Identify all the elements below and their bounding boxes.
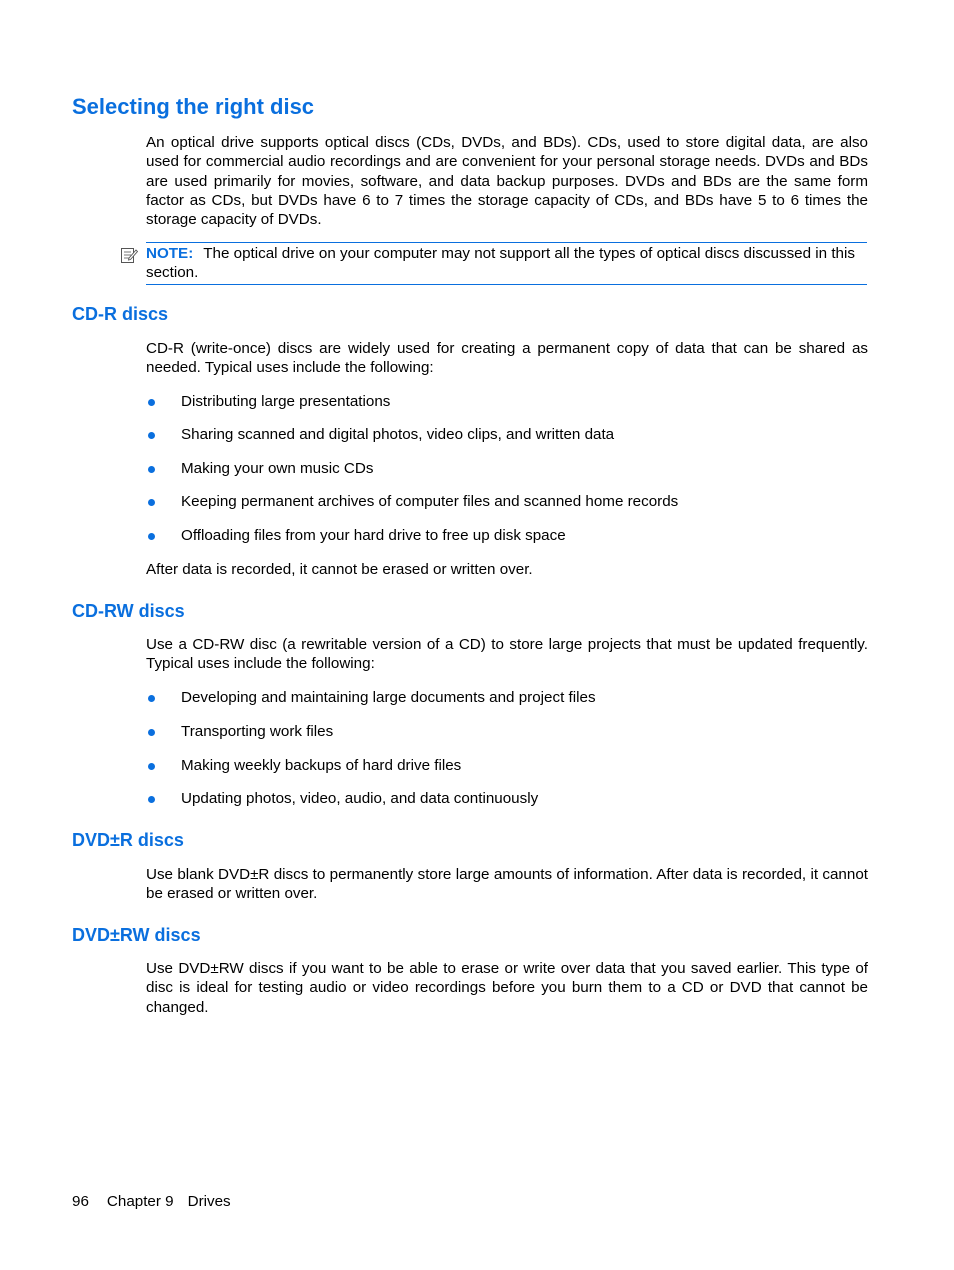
heading-cd-r: CD-R discs <box>72 304 169 324</box>
cd-rw-intro: Use a CD-RW disc (a rewritable version of a CD) to store large projects that must be updated frequently. Typical uses include the following: <box>146 636 868 673</box>
page-footer <box>72 1192 249 1212</box>
cd-rw-list <box>146 688 868 809</box>
list-item: Distributing large presentations <box>146 392 868 411</box>
page-title: Selecting the right disc <box>72 94 315 119</box>
list-item: Keeping permanent archives of computer files and scanned home records <box>146 492 868 511</box>
chapter-label: Chapter 9 <box>106 1193 174 1210</box>
dvd-rw-text: Use DVD±RW discs if you want to be able to erase or write over data that you saved earlier. This type of disc is ideal for testing audio or video recordings before you burn them to a CD or DVD that cannot be changed. <box>146 960 868 1016</box>
note-pencil-icon <box>120 246 138 264</box>
dvd-r-text: Use blank DVD±R discs to permanently store large amounts of information. After data is recorded, it cannot be erased or written over. <box>146 866 868 903</box>
cd-r-outro: After data is recorded, it cannot be erased or written over. <box>146 561 533 578</box>
note-text: The optical drive on your computer may not support all the types of optical discs discussed in this section. <box>146 245 855 282</box>
list-item: Updating photos, video, audio, and data continuously <box>146 789 868 808</box>
list-item: Developing and maintaining large documents and project files <box>146 688 868 707</box>
bullet-dot-icon <box>148 796 155 803</box>
page-number: 96 <box>72 1193 89 1210</box>
intro-paragraph: An optical drive supports optical discs (CDs, DVDs, and BDs). CDs, used to store digital data, are also used for commercial audio recordings and are convenient for your personal storage needs. DVDs and BDs are used primarily for movies, software, and data backup purposes. DVDs and BDs are the same form factor as CDs, but DVDs have 6 to 7 times the storage capacity of CDs, and BDs have 5 to 6 times the storage capacity of DVDs. <box>146 134 868 229</box>
cd-r-intro: CD-R (write-once) discs are widely used for creating a permanent copy of data that can be shared as needed. Typical uses include the following: <box>146 340 868 377</box>
note-box <box>146 242 867 285</box>
bullet-dot-icon <box>148 533 155 540</box>
bullet-dot-icon <box>148 763 155 770</box>
heading-cd-rw: CD-RW discs <box>72 601 185 621</box>
list-item: Offloading files from your hard drive to free up disk space <box>146 526 868 545</box>
cd-r-list <box>146 392 868 545</box>
list-item: Sharing scanned and digital photos, video clips, and written data <box>146 425 868 444</box>
bullet-dot-icon <box>148 729 155 736</box>
bullet-dot-icon <box>148 399 155 406</box>
bullet-dot-icon <box>148 466 155 473</box>
bullet-dot-icon <box>148 499 155 506</box>
heading-dvd-rw: DVD±RW discs <box>72 925 201 945</box>
bullet-dot-icon <box>148 432 155 439</box>
list-item: Transporting work files <box>146 722 868 741</box>
note-label: NOTE: <box>146 245 194 262</box>
list-item: Making weekly backups of hard drive files <box>146 756 868 775</box>
chapter-title: Drives <box>187 1193 231 1210</box>
heading-dvd-r: DVD±R discs <box>72 830 184 850</box>
list-item: Making your own music CDs <box>146 459 868 478</box>
bullet-dot-icon <box>148 695 155 702</box>
